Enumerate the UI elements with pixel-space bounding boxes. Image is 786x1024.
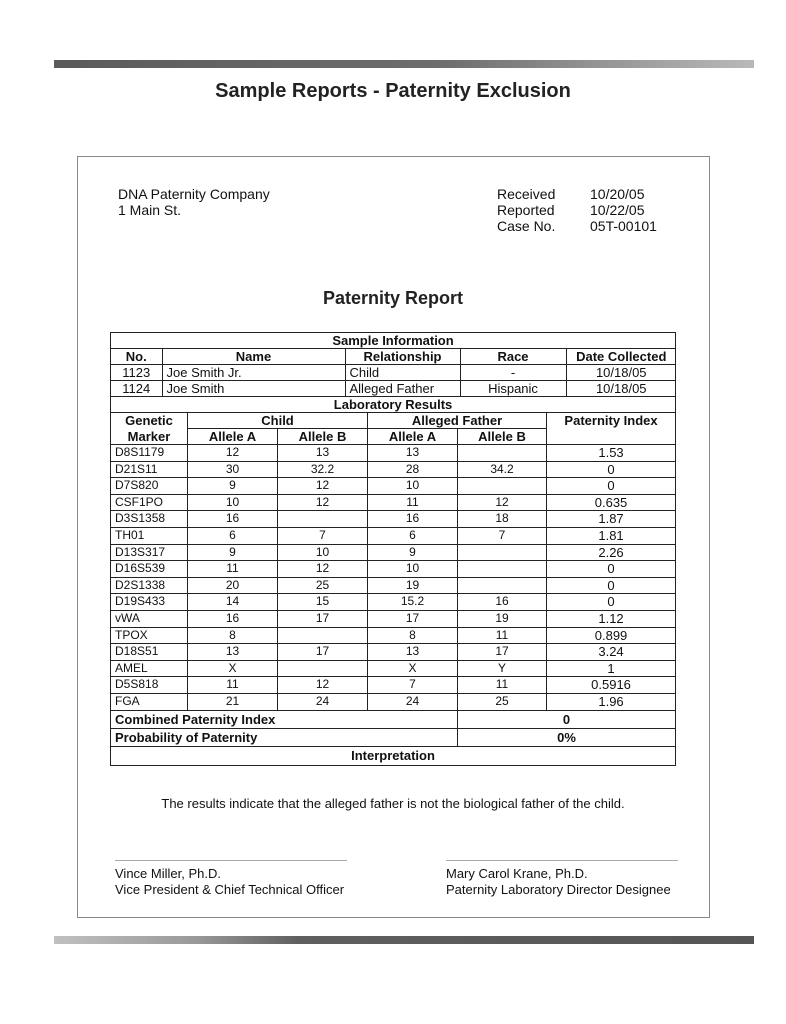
probability-of-paternity-label: Probability of Paternity bbox=[111, 728, 458, 746]
top-decorative-bar bbox=[54, 60, 754, 68]
father-allele-b bbox=[458, 544, 547, 561]
child-allele-b: 13 bbox=[278, 445, 368, 462]
father-allele-b: 16 bbox=[458, 594, 547, 611]
company-name: DNA Paternity Company bbox=[118, 186, 270, 202]
meta-label: Case No. bbox=[497, 218, 556, 234]
child-allele-a: 9 bbox=[188, 544, 278, 561]
child-allele-b bbox=[278, 627, 368, 644]
father-allele-a: 13 bbox=[368, 445, 458, 462]
father-allele-b: 11 bbox=[458, 677, 547, 694]
interpretation-text: The results indicate that the alleged father is not the biological father of the child. bbox=[161, 796, 625, 811]
marker-name: D3S1358 bbox=[111, 511, 188, 528]
sample-row bbox=[111, 381, 676, 397]
child-allele-b: 7 bbox=[278, 527, 368, 544]
paternity-index-value: 0 bbox=[547, 577, 676, 594]
lab-result-row bbox=[111, 511, 676, 528]
marker-name: D19S433 bbox=[111, 594, 188, 611]
marker-name: D7S820 bbox=[111, 478, 188, 495]
child-allele-b: 12 bbox=[278, 677, 368, 694]
signature-line-left bbox=[115, 860, 347, 861]
lab-result-row bbox=[111, 561, 676, 578]
child-allele-b bbox=[278, 511, 368, 528]
father-allele-b: 18 bbox=[458, 511, 547, 528]
child-allele-a: 21 bbox=[188, 693, 278, 710]
marker-name: D5S818 bbox=[111, 677, 188, 694]
child-allele-b: 24 bbox=[278, 693, 368, 710]
child-allele-a: 20 bbox=[188, 577, 278, 594]
child-allele-a: 12 bbox=[188, 445, 278, 462]
lab-result-row bbox=[111, 677, 676, 694]
marker-name: TH01 bbox=[111, 527, 188, 544]
child-allele-b: 12 bbox=[278, 478, 368, 495]
child-allele-a: 16 bbox=[188, 511, 278, 528]
alleged-father-header: Alleged Father bbox=[368, 413, 547, 429]
father-allele-a: 17 bbox=[368, 610, 458, 627]
child-allele-a: 14 bbox=[188, 594, 278, 611]
child-allele-b bbox=[278, 660, 368, 677]
father-allele-a: 28 bbox=[368, 461, 458, 478]
lab-result-row bbox=[111, 594, 676, 611]
paternity-index-value: 1.87 bbox=[547, 511, 676, 528]
combined-paternity-index-value: 0 bbox=[458, 710, 676, 728]
lab-result-row bbox=[111, 461, 676, 478]
child-header: Child bbox=[188, 413, 368, 429]
father-allele-a-header: Allele A bbox=[368, 429, 458, 445]
father-allele-b: 12 bbox=[458, 494, 547, 511]
child-allele-b: 17 bbox=[278, 644, 368, 661]
child-allele-a-header: Allele A bbox=[188, 429, 278, 445]
sample-relationship: Child bbox=[345, 365, 460, 381]
bottom-decorative-bar bbox=[54, 936, 754, 944]
marker-name: TPOX bbox=[111, 627, 188, 644]
signature-block-right bbox=[446, 866, 671, 898]
lab-result-row bbox=[111, 445, 676, 462]
case-meta bbox=[497, 186, 657, 234]
child-allele-a: 11 bbox=[188, 561, 278, 578]
father-allele-b bbox=[458, 445, 547, 462]
marker-name: D8S1179 bbox=[111, 445, 188, 462]
child-allele-b: 25 bbox=[278, 577, 368, 594]
paternity-index-value: 2.26 bbox=[547, 544, 676, 561]
meta-case-no bbox=[497, 218, 657, 234]
sample-relationship: Alleged Father bbox=[345, 381, 460, 397]
sample-info-table bbox=[111, 349, 676, 396]
father-allele-a: 10 bbox=[368, 478, 458, 495]
paternity-index-value: 1.53 bbox=[547, 445, 676, 462]
marker-name: CSF1PO bbox=[111, 494, 188, 511]
sample-header-relationship: Relationship bbox=[345, 349, 460, 365]
genetic-header: Genetic bbox=[111, 413, 188, 429]
paternity-index-value: 1 bbox=[547, 660, 676, 677]
father-allele-b: 19 bbox=[458, 610, 547, 627]
sample-header-no: No. bbox=[111, 349, 162, 365]
father-allele-a: X bbox=[368, 660, 458, 677]
sample-no: 1124 bbox=[111, 381, 162, 397]
father-allele-a: 9 bbox=[368, 544, 458, 561]
sample-row bbox=[111, 365, 676, 381]
father-allele-a: 15.2 bbox=[368, 594, 458, 611]
paternity-index-header: Paternity Index bbox=[547, 413, 676, 429]
lab-result-row bbox=[111, 544, 676, 561]
sample-info-heading: Sample Information bbox=[111, 333, 676, 349]
meta-value: 05T-00101 bbox=[590, 218, 657, 234]
lab-result-row bbox=[111, 478, 676, 495]
father-allele-a: 24 bbox=[368, 693, 458, 710]
paternity-index-value: 0 bbox=[547, 461, 676, 478]
father-allele-a: 8 bbox=[368, 627, 458, 644]
meta-label: Reported bbox=[497, 202, 555, 218]
child-allele-b: 10 bbox=[278, 544, 368, 561]
father-allele-b bbox=[458, 561, 547, 578]
child-allele-a: 6 bbox=[188, 527, 278, 544]
child-allele-a: 16 bbox=[188, 610, 278, 627]
father-allele-a: 16 bbox=[368, 511, 458, 528]
company-block bbox=[118, 186, 270, 218]
meta-value: 10/20/05 bbox=[590, 186, 645, 202]
company-address: 1 Main St. bbox=[118, 202, 182, 218]
father-allele-b: 11 bbox=[458, 627, 547, 644]
child-allele-b: 12 bbox=[278, 561, 368, 578]
paternity-index-value: 0.5916 bbox=[547, 677, 676, 694]
father-allele-b-header: Allele B bbox=[458, 429, 547, 445]
father-allele-b: 25 bbox=[458, 693, 547, 710]
child-allele-b: 12 bbox=[278, 494, 368, 511]
lab-result-row bbox=[111, 494, 676, 511]
father-allele-a: 10 bbox=[368, 561, 458, 578]
child-allele-a: 13 bbox=[188, 644, 278, 661]
combined-paternity-index-label: Combined Paternity Index bbox=[111, 710, 458, 728]
lab-result-row bbox=[111, 610, 676, 627]
interpretation-heading: Interpretation bbox=[111, 746, 676, 765]
sample-date: 10/18/05 bbox=[566, 365, 676, 381]
paternity-index-value: 0.635 bbox=[547, 494, 676, 511]
child-allele-b: 17 bbox=[278, 610, 368, 627]
marker-name: AMEL bbox=[111, 660, 188, 677]
signature-block-left bbox=[115, 866, 344, 898]
meta-label: Received bbox=[497, 186, 556, 202]
father-allele-a: 11 bbox=[368, 494, 458, 511]
paternity-index-header-cont bbox=[547, 429, 676, 445]
meta-reported bbox=[497, 202, 657, 218]
child-allele-a: 30 bbox=[188, 461, 278, 478]
father-allele-b bbox=[458, 478, 547, 495]
father-allele-a: 7 bbox=[368, 677, 458, 694]
lab-results-heading: Laboratory Results bbox=[111, 397, 676, 413]
signature-line-right bbox=[446, 860, 678, 861]
paternity-index-value: 3.24 bbox=[547, 644, 676, 661]
marker-name: FGA bbox=[111, 693, 188, 710]
father-allele-b: Y bbox=[458, 660, 547, 677]
sample-header-race: Race bbox=[460, 349, 566, 365]
child-allele-b: 32.2 bbox=[278, 461, 368, 478]
father-allele-b: 17 bbox=[458, 644, 547, 661]
signer-name: Mary Carol Krane, Ph.D. bbox=[446, 866, 588, 881]
paternity-index-value: 1.96 bbox=[547, 693, 676, 710]
child-allele-a: 10 bbox=[188, 494, 278, 511]
probability-of-paternity-value: 0% bbox=[458, 728, 676, 746]
marker-header: Marker bbox=[111, 429, 188, 445]
sample-name: Joe Smith Jr. bbox=[162, 365, 345, 381]
marker-name: vWA bbox=[111, 610, 188, 627]
father-allele-b bbox=[458, 577, 547, 594]
sample-header-date: Date Collected bbox=[566, 349, 676, 365]
marker-name: D21S11 bbox=[111, 461, 188, 478]
father-allele-b: 34.2 bbox=[458, 461, 547, 478]
sample-header-name: Name bbox=[162, 349, 345, 365]
child-allele-a: X bbox=[188, 660, 278, 677]
paternity-index-value: 1.12 bbox=[547, 610, 676, 627]
father-allele-a: 6 bbox=[368, 527, 458, 544]
marker-name: D18S51 bbox=[111, 644, 188, 661]
paternity-index-value: 1.81 bbox=[547, 527, 676, 544]
page-title: Sample Reports - Paternity Exclusion bbox=[215, 80, 571, 102]
child-allele-b-header: Allele B bbox=[278, 429, 368, 445]
paternity-index-value: 0 bbox=[547, 594, 676, 611]
paternity-index-value: 0 bbox=[547, 478, 676, 495]
sample-race: Hispanic bbox=[460, 381, 566, 397]
paternity-index-value: 0 bbox=[547, 561, 676, 578]
father-allele-b: 7 bbox=[458, 527, 547, 544]
lab-result-row bbox=[111, 693, 676, 710]
signer-title: Vice President & Chief Technical Officer bbox=[115, 882, 345, 897]
meta-value: 10/22/05 bbox=[590, 202, 645, 218]
marker-name: D16S539 bbox=[111, 561, 188, 578]
lab-result-row bbox=[111, 577, 676, 594]
marker-name: D13S317 bbox=[111, 544, 188, 561]
child-allele-b: 15 bbox=[278, 594, 368, 611]
child-allele-a: 9 bbox=[188, 478, 278, 495]
paternity-index-value: 0.899 bbox=[547, 627, 676, 644]
father-allele-a: 13 bbox=[368, 644, 458, 661]
lab-result-row bbox=[111, 644, 676, 661]
sample-race: - bbox=[460, 365, 566, 381]
signer-title: Paternity Laboratory Director Designee bbox=[446, 882, 671, 897]
father-allele-a: 19 bbox=[368, 577, 458, 594]
sample-no: 1123 bbox=[111, 365, 162, 381]
meta-received bbox=[497, 186, 657, 202]
lab-result-row bbox=[111, 627, 676, 644]
sample-date: 10/18/05 bbox=[566, 381, 676, 397]
lab-result-row bbox=[111, 660, 676, 677]
sample-name: Joe Smith bbox=[162, 381, 345, 397]
lab-result-row bbox=[111, 527, 676, 544]
marker-name: D2S1338 bbox=[111, 577, 188, 594]
signer-name: Vince Miller, Ph.D. bbox=[115, 866, 221, 881]
child-allele-a: 8 bbox=[188, 627, 278, 644]
report-title: Paternity Report bbox=[322, 288, 464, 308]
child-allele-a: 11 bbox=[188, 677, 278, 694]
paternity-report-table bbox=[110, 332, 676, 766]
